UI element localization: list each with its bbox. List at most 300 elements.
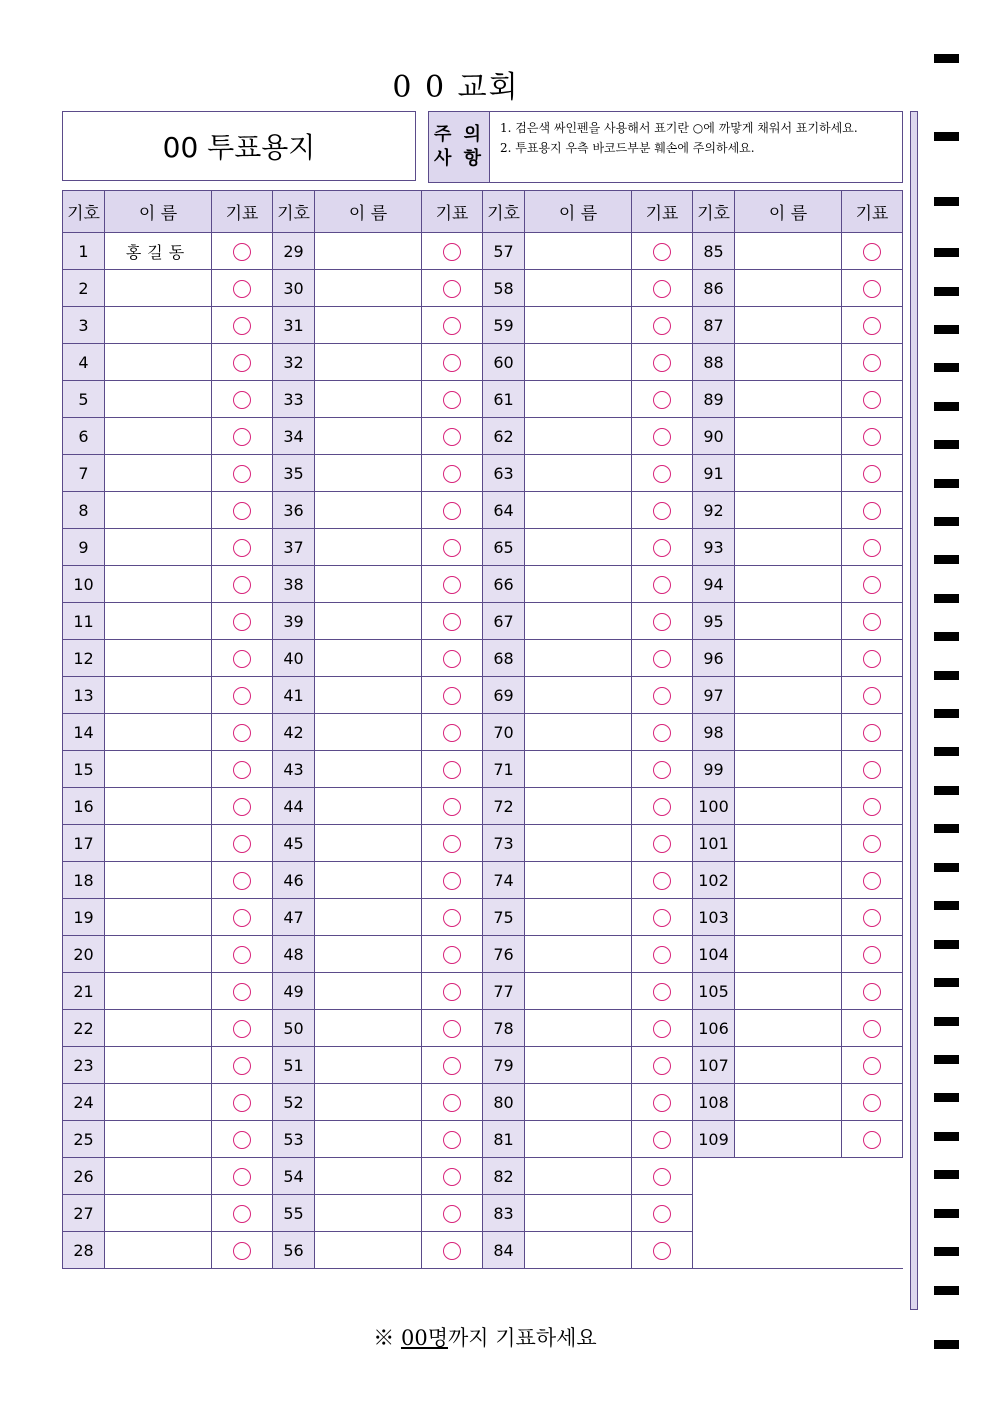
mark-cell[interactable]: [212, 566, 273, 603]
mark-cell[interactable]: [422, 1232, 483, 1269]
circle-icon[interactable]: [233, 1242, 251, 1260]
candidate-name: [735, 677, 842, 714]
mark-cell[interactable]: [632, 936, 693, 973]
candidate-name: [105, 825, 212, 862]
mark-cell[interactable]: [842, 788, 903, 825]
candidate-number: 29: [273, 233, 315, 270]
circle-icon[interactable]: [653, 1242, 671, 1260]
mark-cell[interactable]: [842, 751, 903, 788]
candidate-name: [315, 455, 422, 492]
mark-cell[interactable]: [842, 1084, 903, 1121]
mark-cell[interactable]: [422, 973, 483, 1010]
candidate-number: 95: [693, 603, 735, 640]
mark-cell[interactable]: [422, 825, 483, 862]
mark-cell[interactable]: [212, 1121, 273, 1158]
circle-icon[interactable]: [443, 317, 461, 335]
candidate-number: 55: [273, 1195, 315, 1232]
mark-cell[interactable]: [842, 973, 903, 1010]
circle-icon[interactable]: [233, 872, 251, 890]
mark-cell[interactable]: [632, 1084, 693, 1121]
candidate-name: [315, 677, 422, 714]
circle-icon[interactable]: [863, 761, 881, 779]
circle-icon[interactable]: [863, 687, 881, 705]
candidate-name: [315, 1232, 422, 1269]
circle-icon[interactable]: [443, 761, 461, 779]
circle-icon[interactable]: [653, 1205, 671, 1223]
mark-cell[interactable]: [212, 418, 273, 455]
mark-cell[interactable]: [632, 418, 693, 455]
mark-cell[interactable]: [632, 1158, 693, 1195]
circle-icon[interactable]: [443, 465, 461, 483]
candidate-name: [525, 455, 632, 492]
candidate-name: [315, 1047, 422, 1084]
mark-cell[interactable]: [842, 899, 903, 936]
circle-icon[interactable]: [443, 1057, 461, 1075]
candidate-name: [735, 1084, 842, 1121]
circle-icon[interactable]: [653, 1020, 671, 1038]
circle-icon[interactable]: [233, 798, 251, 816]
mark-cell[interactable]: [212, 233, 273, 270]
mark-cell[interactable]: [422, 714, 483, 751]
circle-icon[interactable]: [233, 1057, 251, 1075]
mark-cell[interactable]: [212, 862, 273, 899]
circle-icon[interactable]: [863, 946, 881, 964]
mark-cell[interactable]: [422, 640, 483, 677]
circle-icon[interactable]: [653, 909, 671, 927]
circle-icon[interactable]: [863, 1057, 881, 1075]
notice-label: [429, 112, 490, 182]
barcode-tick-icon: [934, 1286, 959, 1295]
circle-icon[interactable]: [653, 502, 671, 520]
candidate-number: 66: [483, 566, 525, 603]
mark-cell[interactable]: [842, 1121, 903, 1158]
mark-cell[interactable]: [212, 936, 273, 973]
circle-icon[interactable]: [653, 539, 671, 557]
mark-cell[interactable]: [842, 381, 903, 418]
mark-cell[interactable]: [422, 381, 483, 418]
mark-cell[interactable]: [212, 492, 273, 529]
candidate-name: [315, 936, 422, 973]
ballot-table: [62, 190, 903, 1269]
candidate-number: 75: [483, 899, 525, 936]
barcode-tick-icon: [934, 54, 959, 63]
circle-icon[interactable]: [653, 872, 671, 890]
candidate-name: [525, 529, 632, 566]
circle-icon[interactable]: [653, 983, 671, 1001]
mark-cell[interactable]: [212, 344, 273, 381]
candidate-name: [735, 566, 842, 603]
candidate-number: 61: [483, 381, 525, 418]
mark-cell[interactable]: [842, 529, 903, 566]
candidate-number: 93: [693, 529, 735, 566]
circle-icon[interactable]: [233, 1094, 251, 1112]
candidate-number: 62: [483, 418, 525, 455]
mark-cell[interactable]: [842, 492, 903, 529]
circle-icon[interactable]: [653, 946, 671, 964]
mark-cell[interactable]: [422, 455, 483, 492]
mark-cell[interactable]: [212, 307, 273, 344]
candidate-number: 12: [63, 640, 105, 677]
circle-icon[interactable]: [233, 835, 251, 853]
candidate-name: [105, 492, 212, 529]
circle-icon[interactable]: [653, 1094, 671, 1112]
circle-icon[interactable]: [443, 613, 461, 631]
header-mark: 기표: [212, 191, 273, 233]
mark-cell[interactable]: [422, 492, 483, 529]
mark-cell[interactable]: [842, 233, 903, 270]
circle-icon[interactable]: [233, 243, 251, 261]
circle-icon[interactable]: [653, 798, 671, 816]
candidate-name: [105, 1047, 212, 1084]
candidate-name: [525, 1232, 632, 1269]
mark-cell[interactable]: [212, 1195, 273, 1232]
mark-cell[interactable]: [422, 751, 483, 788]
circle-icon[interactable]: [653, 428, 671, 446]
candidate-name: [315, 714, 422, 751]
circle-icon[interactable]: [653, 613, 671, 631]
candidate-name: [735, 862, 842, 899]
candidate-name: [735, 381, 842, 418]
table-row: [63, 714, 903, 751]
circle-icon[interactable]: [863, 872, 881, 890]
circle-icon[interactable]: [863, 1020, 881, 1038]
candidate-name: [735, 899, 842, 936]
circle-icon[interactable]: [233, 983, 251, 1001]
circle-icon[interactable]: [443, 872, 461, 890]
mark-cell[interactable]: [212, 825, 273, 862]
candidate-name: [315, 899, 422, 936]
circle-icon[interactable]: [443, 391, 461, 409]
mark-cell[interactable]: [632, 751, 693, 788]
barcode-tick-icon: [934, 517, 959, 526]
circle-icon[interactable]: [863, 650, 881, 668]
mark-cell[interactable]: [632, 1195, 693, 1232]
barcode-tick-icon: [934, 197, 959, 206]
mark-cell[interactable]: [632, 270, 693, 307]
mark-cell[interactable]: [422, 899, 483, 936]
barcode-tick-icon: [934, 1247, 959, 1256]
circle-icon[interactable]: [443, 835, 461, 853]
circle-icon[interactable]: [653, 761, 671, 779]
circle-icon[interactable]: [233, 1020, 251, 1038]
mark-cell[interactable]: [632, 529, 693, 566]
candidate-name: [525, 640, 632, 677]
mark-cell[interactable]: [422, 936, 483, 973]
candidate-name: [105, 455, 212, 492]
mark-cell[interactable]: [842, 603, 903, 640]
mark-cell[interactable]: [212, 788, 273, 825]
circle-icon[interactable]: [863, 539, 881, 557]
mark-cell[interactable]: [422, 344, 483, 381]
circle-icon[interactable]: [863, 502, 881, 520]
mark-cell[interactable]: [422, 1047, 483, 1084]
circle-icon[interactable]: [863, 724, 881, 742]
circle-icon[interactable]: [653, 317, 671, 335]
candidate-number: 100: [693, 788, 735, 825]
table-row: [63, 825, 903, 862]
mark-cell[interactable]: [632, 1121, 693, 1158]
circle-icon[interactable]: [233, 613, 251, 631]
candidate-name: [735, 270, 842, 307]
mark-cell[interactable]: [632, 603, 693, 640]
mark-cell[interactable]: [632, 492, 693, 529]
table-row: [63, 492, 903, 529]
mark-cell[interactable]: [212, 899, 273, 936]
mark-cell[interactable]: [212, 603, 273, 640]
mark-cell[interactable]: [842, 566, 903, 603]
mark-cell[interactable]: [422, 418, 483, 455]
candidate-name: [315, 270, 422, 307]
circle-icon[interactable]: [653, 280, 671, 298]
candidate-name: [105, 1158, 212, 1195]
circle-icon[interactable]: [443, 502, 461, 520]
circle-icon[interactable]: [653, 576, 671, 594]
circle-icon[interactable]: [653, 724, 671, 742]
mark-cell[interactable]: [422, 307, 483, 344]
mark-cell[interactable]: [422, 677, 483, 714]
candidate-name: [735, 455, 842, 492]
mark-cell[interactable]: [842, 936, 903, 973]
mark-cell[interactable]: [632, 233, 693, 270]
circle-icon[interactable]: [863, 280, 881, 298]
circle-icon[interactable]: [863, 983, 881, 1001]
candidate-number: 108: [693, 1084, 735, 1121]
candidate-name: [315, 751, 422, 788]
circle-icon[interactable]: [863, 835, 881, 853]
circle-icon[interactable]: [443, 576, 461, 594]
circle-icon[interactable]: [443, 1094, 461, 1112]
mark-cell[interactable]: [212, 714, 273, 751]
circle-icon[interactable]: [653, 687, 671, 705]
circle-icon[interactable]: [863, 1131, 881, 1149]
mark-cell[interactable]: [632, 381, 693, 418]
candidate-number: 77: [483, 973, 525, 1010]
circle-icon[interactable]: [233, 1131, 251, 1149]
mark-cell[interactable]: [632, 973, 693, 1010]
mark-cell[interactable]: [632, 899, 693, 936]
circle-icon[interactable]: [863, 798, 881, 816]
circle-icon[interactable]: [233, 1168, 251, 1186]
candidate-name: [525, 270, 632, 307]
mark-cell[interactable]: [212, 1010, 273, 1047]
barcode-tick-icon: [934, 1170, 959, 1179]
mark-cell[interactable]: [212, 1158, 273, 1195]
candidate-name: [735, 788, 842, 825]
circle-icon[interactable]: [443, 724, 461, 742]
circle-icon[interactable]: [233, 354, 251, 372]
mark-cell[interactable]: [842, 862, 903, 899]
circle-icon[interactable]: [443, 650, 461, 668]
circle-icon[interactable]: [443, 1168, 461, 1186]
mark-cell[interactable]: [422, 566, 483, 603]
mark-cell[interactable]: [842, 307, 903, 344]
candidate-number: 63: [483, 455, 525, 492]
mark-cell[interactable]: [842, 1010, 903, 1047]
circle-icon[interactable]: [653, 1168, 671, 1186]
circle-icon[interactable]: [653, 650, 671, 668]
circle-icon[interactable]: [443, 946, 461, 964]
mark-cell[interactable]: [212, 751, 273, 788]
mark-cell[interactable]: [632, 566, 693, 603]
mark-cell[interactable]: [422, 270, 483, 307]
circle-icon[interactable]: [233, 502, 251, 520]
candidate-name: [525, 1047, 632, 1084]
circle-icon[interactable]: [863, 391, 881, 409]
mark-cell[interactable]: [422, 1158, 483, 1195]
circle-icon[interactable]: [443, 983, 461, 1001]
circle-icon[interactable]: [863, 317, 881, 335]
mark-cell[interactable]: [212, 529, 273, 566]
candidate-name: [525, 418, 632, 455]
candidate-name: [315, 788, 422, 825]
circle-icon[interactable]: [233, 1205, 251, 1223]
circle-icon[interactable]: [443, 354, 461, 372]
mark-cell[interactable]: [422, 529, 483, 566]
mark-cell[interactable]: [422, 862, 483, 899]
circle-icon[interactable]: [443, 1242, 461, 1260]
circle-icon[interactable]: [653, 391, 671, 409]
mark-cell[interactable]: [212, 455, 273, 492]
candidate-number: 11: [63, 603, 105, 640]
circle-icon[interactable]: [863, 354, 881, 372]
side-rail: [910, 111, 918, 1310]
circle-icon[interactable]: [443, 280, 461, 298]
candidate-number: 109: [693, 1121, 735, 1158]
circle-icon[interactable]: [443, 428, 461, 446]
candidate-number: 70: [483, 714, 525, 751]
circle-icon[interactable]: [863, 465, 881, 483]
mark-cell[interactable]: [842, 418, 903, 455]
circle-icon[interactable]: [443, 1131, 461, 1149]
mark-cell[interactable]: [632, 1010, 693, 1047]
circle-icon[interactable]: [233, 280, 251, 298]
mark-cell[interactable]: [842, 270, 903, 307]
mark-cell[interactable]: [212, 381, 273, 418]
circle-icon[interactable]: [233, 539, 251, 557]
mark-cell[interactable]: [212, 677, 273, 714]
circle-icon[interactable]: [443, 798, 461, 816]
mark-cell[interactable]: [632, 862, 693, 899]
candidate-number: 10: [63, 566, 105, 603]
candidate-number: 60: [483, 344, 525, 381]
circle-icon[interactable]: [653, 243, 671, 261]
circle-icon[interactable]: [863, 576, 881, 594]
circle-icon[interactable]: [233, 724, 251, 742]
mark-cell[interactable]: [212, 640, 273, 677]
circle-icon[interactable]: [443, 539, 461, 557]
mark-cell[interactable]: [842, 825, 903, 862]
circle-icon[interactable]: [233, 687, 251, 705]
circle-icon[interactable]: [653, 354, 671, 372]
circle-icon[interactable]: [233, 650, 251, 668]
mark-cell[interactable]: [842, 714, 903, 751]
mark-cell[interactable]: [422, 788, 483, 825]
candidate-number: 44: [273, 788, 315, 825]
candidate-number: 47: [273, 899, 315, 936]
candidate-number: 58: [483, 270, 525, 307]
mark-cell[interactable]: [212, 1047, 273, 1084]
mark-cell[interactable]: [422, 603, 483, 640]
circle-icon[interactable]: [233, 909, 251, 927]
mark-cell[interactable]: [632, 455, 693, 492]
circle-icon[interactable]: [863, 243, 881, 261]
mark-cell[interactable]: [212, 270, 273, 307]
circle-icon[interactable]: [653, 1131, 671, 1149]
mark-cell[interactable]: [632, 714, 693, 751]
circle-icon[interactable]: [233, 317, 251, 335]
mark-cell[interactable]: [842, 677, 903, 714]
mark-cell[interactable]: [842, 1047, 903, 1084]
circle-icon[interactable]: [233, 428, 251, 446]
circle-icon[interactable]: [443, 243, 461, 261]
mark-cell[interactable]: [632, 640, 693, 677]
mark-cell[interactable]: [212, 973, 273, 1010]
mark-cell[interactable]: [632, 344, 693, 381]
header-name: 이 름: [315, 191, 422, 233]
table-row: [63, 1084, 903, 1121]
mark-cell[interactable]: [632, 1047, 693, 1084]
candidate-name: [315, 862, 422, 899]
mark-cell[interactable]: [842, 640, 903, 677]
mark-cell[interactable]: [842, 344, 903, 381]
mark-cell[interactable]: [632, 307, 693, 344]
circle-icon[interactable]: [443, 1205, 461, 1223]
candidate-name: [315, 825, 422, 862]
circle-icon[interactable]: [863, 428, 881, 446]
circle-icon[interactable]: [653, 465, 671, 483]
circle-icon[interactable]: [863, 1094, 881, 1112]
circle-icon[interactable]: [233, 391, 251, 409]
circle-icon[interactable]: [863, 613, 881, 631]
circle-icon[interactable]: [443, 1020, 461, 1038]
mark-cell[interactable]: [422, 1010, 483, 1047]
candidate-number: 88: [693, 344, 735, 381]
circle-icon[interactable]: [653, 1057, 671, 1075]
candidate-number: 46: [273, 862, 315, 899]
candidate-number: 76: [483, 936, 525, 973]
circle-icon[interactable]: [653, 835, 671, 853]
circle-icon[interactable]: [443, 909, 461, 927]
circle-icon[interactable]: [233, 946, 251, 964]
mark-cell[interactable]: [842, 455, 903, 492]
circle-icon[interactable]: [863, 909, 881, 927]
mark-cell[interactable]: [632, 825, 693, 862]
candidate-name: [525, 307, 632, 344]
mark-cell[interactable]: [632, 677, 693, 714]
circle-icon[interactable]: [443, 687, 461, 705]
mark-cell[interactable]: [422, 1121, 483, 1158]
mark-cell[interactable]: [212, 1232, 273, 1269]
mark-cell[interactable]: [632, 788, 693, 825]
candidate-name: [315, 233, 422, 270]
mark-cell[interactable]: [422, 233, 483, 270]
mark-cell[interactable]: [632, 1232, 693, 1269]
candidate-number: 57: [483, 233, 525, 270]
barcode-tick-icon: [934, 632, 959, 641]
candidate-number: 43: [273, 751, 315, 788]
mark-cell[interactable]: [422, 1084, 483, 1121]
candidate-number: 48: [273, 936, 315, 973]
candidate-name: [735, 344, 842, 381]
circle-icon[interactable]: [233, 761, 251, 779]
circle-icon[interactable]: [233, 576, 251, 594]
mark-cell[interactable]: [212, 1084, 273, 1121]
mark-cell[interactable]: [422, 1195, 483, 1232]
header-number: 기호: [273, 191, 315, 233]
candidate-number: 18: [63, 862, 105, 899]
circle-icon[interactable]: [233, 465, 251, 483]
candidate-name: [105, 973, 212, 1010]
